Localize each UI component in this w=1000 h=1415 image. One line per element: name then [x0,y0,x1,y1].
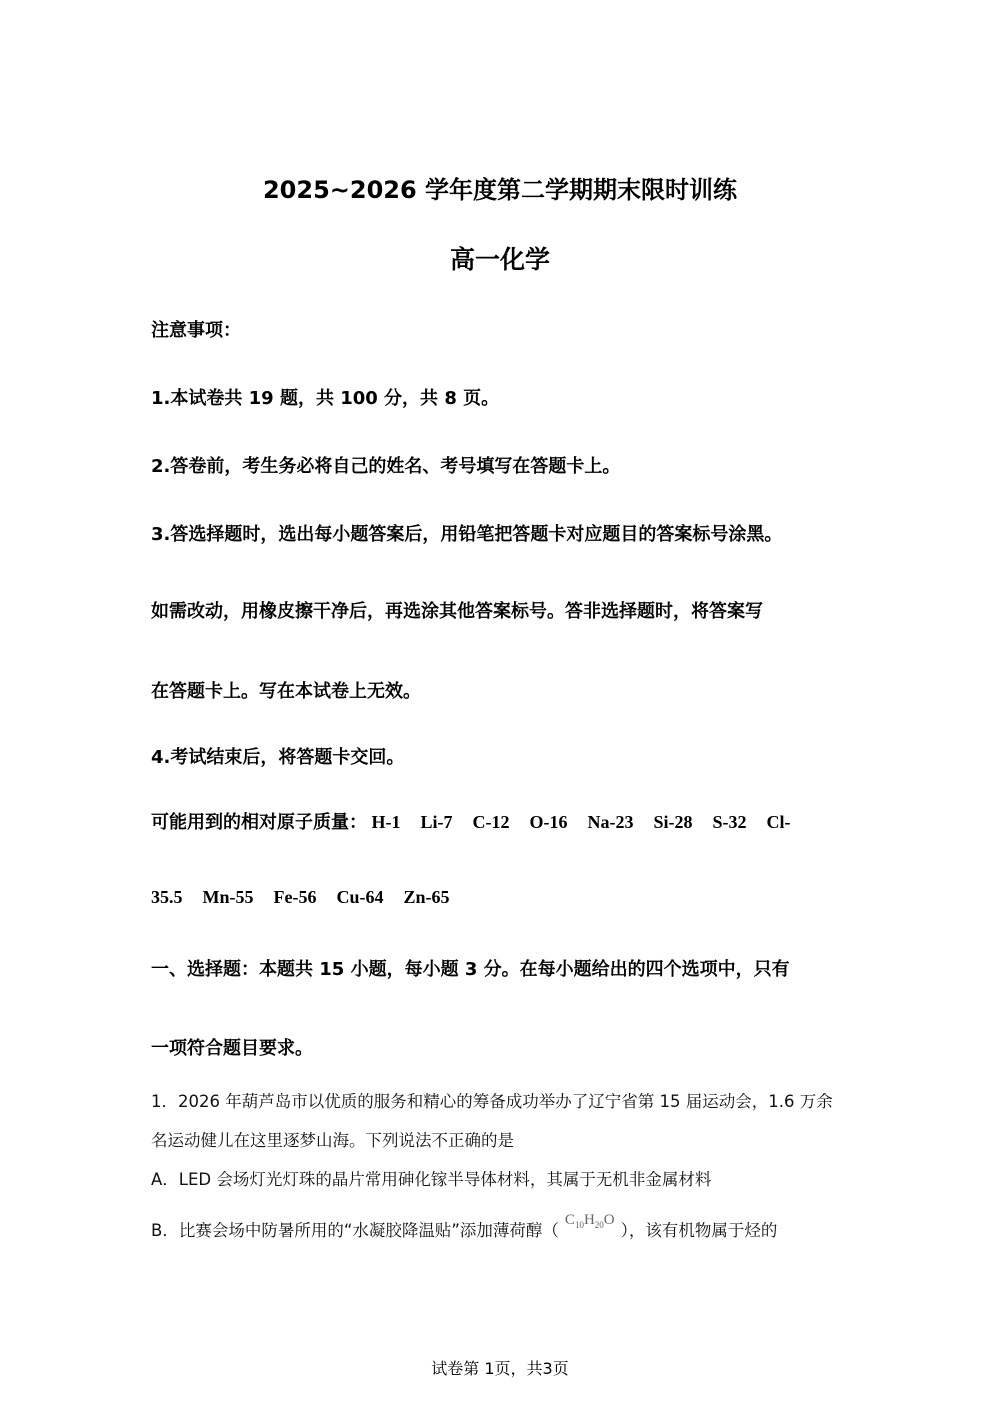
formula-c: C [564,1212,575,1228]
notes-heading: 注意事项： [151,320,241,341]
section-1-heading: 一、选择题：本题共 15 小题，每小题 3 分。在每小题给出的四个选项中，只有 [151,959,790,980]
question-1-stem-2: 名运动健儿在这里逐梦山海。下列说法不正确的是 [151,1131,514,1150]
note-item-1: 1.本试卷共 19 题，共 100 分，共 8 页。 [151,388,500,409]
note-item-3-cont-2: 在答题卡上。写在本试卷上无效。 [151,681,421,702]
note-item-2: 2.答卷前，考生务必将自己的姓名、考号填写在答题卡上。 [151,456,621,477]
mass-h: H-1 [371,812,401,832]
atomic-mass-line-1 [151,808,791,834]
atomic-mass-label: 可能用到的相对原子质量： [151,812,367,833]
mass-si: Si-28 [653,812,693,832]
note-item-4: 4.考试结束后，将答题卡交回。 [151,747,405,768]
option-b-suffix: ），该有机物属于烃的 [620,1221,778,1240]
page-title: 2025~2026 学年度第二学期期末限时训练 [262,176,738,204]
note-item-3: 3.答选择题时，选出每小题答案后，用铅笔把答题卡对应题目的答案标号涂黑。 [151,524,783,545]
mass-s: S-32 [712,812,747,832]
atomic-mass-line-2 [151,887,470,908]
page-subtitle: 高一化学 [449,245,550,274]
section-1-heading-cont: 一项符合题目要求。 [151,1038,313,1059]
menthol-formula [565,1212,615,1230]
mass-na: Na-23 [587,812,634,832]
note-item-3-cont-1: 如需改动，用橡皮擦干净后，再选涂其他答案标号。答非选择题时，将答案写 [151,601,763,622]
atomic-mass-values-1 [367,812,791,832]
mass-c: C-12 [472,812,510,832]
question-1-option-b [151,1212,778,1242]
mass-zn: Zn-65 [403,887,450,907]
mass-fe: Fe-56 [273,887,317,907]
page-footer: 试卷第 1页，共3页 [431,1359,569,1378]
question-1-option-a: A．LED 会场灯光灯珠的晶片常用砷化镓半导体材料，其属于无机非金属材料 [151,1170,712,1189]
mass-li: Li-7 [420,812,453,832]
formula-h-count: 20 [594,1220,604,1230]
mass-mn: Mn-55 [202,887,254,907]
mass-cl: Cl- [766,812,791,832]
mass-cu: Cu-64 [336,887,384,907]
formula-c-count: 10 [574,1220,584,1230]
formula-h: H [583,1212,595,1228]
option-b-prefix: B．比赛会场中防暑所用的“水凝胶降温贴”添加薄荷醇（ [151,1221,559,1240]
mass-cl-value: 35.5 [151,887,183,907]
formula-o: O [603,1212,615,1228]
mass-o: O-16 [529,812,568,832]
question-1-stem-1: 1．2026 年葫芦岛市以优质的服务和精心的筹备成功举办了辽宁省第 15 届运动会，1.6 万余 [151,1092,833,1111]
